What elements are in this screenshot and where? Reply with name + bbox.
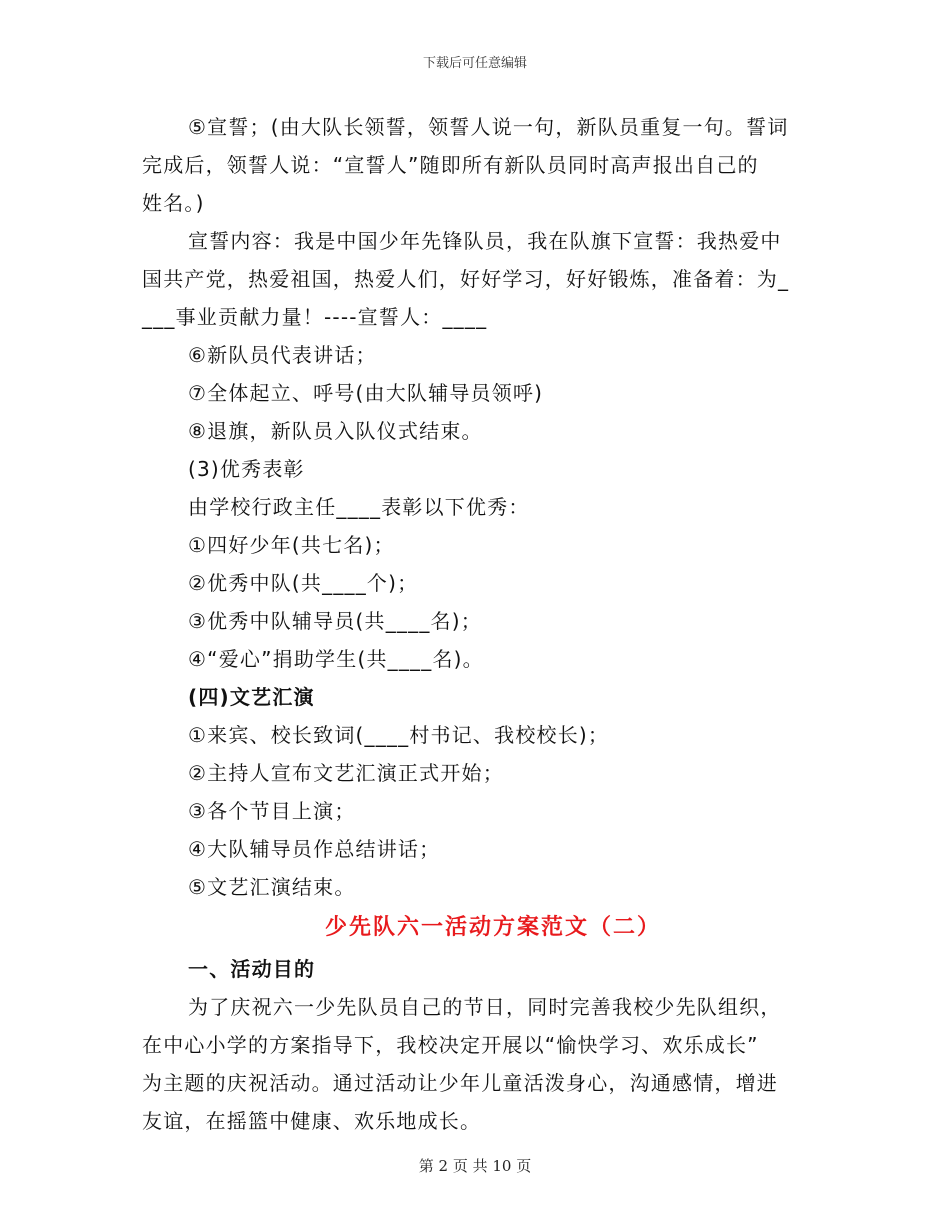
text-line: ⑥新队员代表讲话； bbox=[188, 343, 377, 367]
text-line: 为主题的庆祝活动。通过活动让少年儿童活泼身心，沟通感情，增进 bbox=[142, 1071, 778, 1095]
text-line: ①来宾、校长致词(____村书记、我校校长)； bbox=[188, 723, 610, 747]
text-line: 由学校行政主任____表彰以下优秀： bbox=[188, 495, 530, 519]
text-line: 友谊，在摇篮中健康、欢乐地成长。 bbox=[142, 1109, 482, 1133]
text-line: (3)优秀表彰 bbox=[188, 457, 305, 481]
text-line: ___事业贡献力量！----宣誓人：____ bbox=[142, 305, 488, 329]
text-line: ⑧退旗，新队员入队仪式结束。 bbox=[188, 419, 483, 443]
text-line: ⑤文艺汇演结束。 bbox=[188, 875, 356, 899]
document-body bbox=[142, 108, 814, 1140]
text-line: ⑤宣誓；(由大队长领誓，领誓人说一句，新队员重复一句。誓词 bbox=[188, 115, 789, 139]
text-line: ⑦全体起立、呼号(由大队辅导员领呼) bbox=[188, 381, 544, 405]
text-line: 在中心小学的方案指导下，我校决定开展以“愉快学习、欢乐成长” bbox=[142, 1033, 759, 1057]
page-footer: 第 2 页 共 10 页 bbox=[418, 1157, 532, 1175]
text-line: 一、活动目的 bbox=[188, 957, 316, 981]
section-part-1 bbox=[142, 108, 814, 906]
section-part-2 bbox=[142, 950, 814, 1140]
text-line: ②优秀中队(共____个)； bbox=[188, 571, 419, 595]
section-title: 少先队六一活动方案范文（二） bbox=[324, 915, 661, 940]
text-line: ①四好少年(共七名)； bbox=[188, 533, 395, 557]
text-line: (四)文艺汇演 bbox=[188, 685, 315, 709]
text-line: ②主持人宣布文艺汇演正式开始； bbox=[188, 761, 504, 785]
text-line: ③优秀中队辅导员(共____名)； bbox=[188, 609, 482, 633]
text-line: 国共产党，热爱祖国，热爱人们，好好学习，好好锻炼，准备着：为_ bbox=[142, 267, 790, 291]
text-line: 宣誓内容：我是中国少年先锋队员，我在队旗下宣誓：我热爱中 bbox=[188, 229, 782, 253]
page-header: 下载后可任意编辑 bbox=[422, 56, 527, 71]
text-line: 姓名。) bbox=[142, 191, 205, 215]
text-line: 完成后，领誓人说：“宣誓人”随即所有新队员同时高声报出自己的 bbox=[142, 153, 759, 177]
text-line: 为了庆祝六一少先队员自己的节日，同时完善我校少先队组织， bbox=[188, 995, 782, 1019]
text-line: ④“爱心”捐助学生(共____名)。 bbox=[188, 647, 484, 671]
text-line: ③各个节目上演； bbox=[188, 799, 356, 823]
text-line: ④大队辅导员作总结讲话； bbox=[188, 837, 441, 861]
